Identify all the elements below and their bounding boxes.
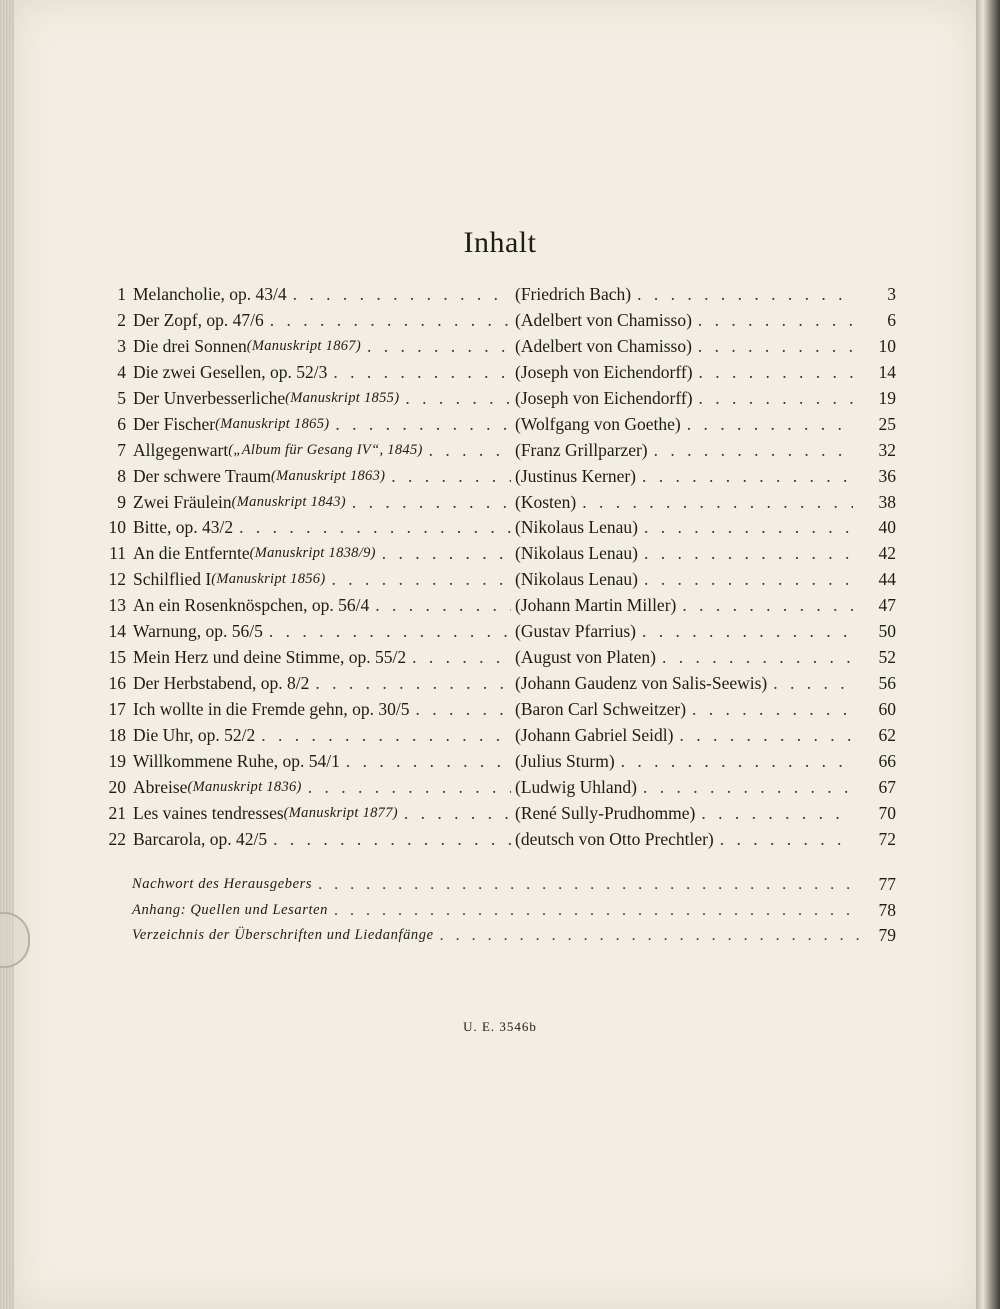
- song-title: Warnung, op. 56/5: [133, 621, 263, 642]
- poet-name: (Joseph von Eichendorff): [515, 361, 693, 382]
- page-number: 72: [878, 828, 896, 849]
- leader-dots: [767, 671, 853, 697]
- poet-name: (Franz Grillparzer): [515, 439, 648, 460]
- page-number: 52: [878, 647, 896, 668]
- page-number: 6: [887, 309, 896, 330]
- leader-dots: [406, 645, 511, 671]
- poet-cell: [515, 282, 889, 308]
- poet-cell: [515, 412, 889, 438]
- song-title-cell: [133, 645, 511, 671]
- song-title-cell: [133, 282, 511, 308]
- poet-cell: [515, 801, 889, 827]
- manuscript-note: („Album für Gesang IV“, 1845): [228, 441, 423, 458]
- leader-dots: [327, 360, 511, 386]
- song-title: Der Zopf, op. 47/6: [133, 309, 264, 330]
- song-title-cell: [133, 775, 511, 801]
- leader-dots: [714, 827, 853, 853]
- leader-dots: [692, 334, 853, 360]
- poet-name: (Adelbert von Chamisso): [515, 309, 692, 330]
- poet-name: (Baron Carl Schweitzer): [515, 699, 687, 719]
- page-number: 77: [878, 874, 896, 894]
- page-number: 56: [878, 673, 896, 694]
- page-number: 25: [878, 413, 896, 434]
- book-spine-edge: [976, 0, 1000, 1309]
- song-title: Bitte, op. 43/2: [133, 517, 234, 538]
- leader-dots: [398, 801, 511, 827]
- poet-cell: [515, 334, 889, 360]
- poet-cell: [515, 671, 889, 697]
- song-title: Melancholie, op. 43/4: [133, 284, 287, 304]
- song-title-cell: [133, 464, 511, 490]
- leader-dots: [346, 490, 511, 516]
- manuscript-note: (Manuskript 1855): [285, 389, 400, 406]
- poet-name: (Johann Gabriel Seidl): [515, 724, 674, 745]
- poet-name: (August von Platen): [515, 647, 656, 668]
- entry-number: 12: [108, 569, 126, 590]
- song-title-cell: [133, 827, 511, 853]
- song-title: Der schwere Traum: [133, 465, 272, 486]
- song-title: Les vaines tendresses: [133, 802, 284, 823]
- page-binding-edge: [0, 0, 14, 1309]
- poet-cell: [515, 515, 889, 541]
- poet-name: (Nikolaus Lenau): [515, 517, 638, 538]
- song-title-cell: [133, 619, 511, 645]
- song-title-cell: [133, 749, 511, 775]
- manuscript-note: (Manuskript 1838/9): [249, 545, 376, 562]
- poet-cell: [515, 567, 889, 593]
- song-title: Willkommene Ruhe, op. 54/1: [133, 750, 340, 771]
- page-title: Inhalt: [463, 226, 537, 259]
- toc-entry: [96, 749, 896, 775]
- song-title: An ein Rosenknöspchen, op. 56/4: [133, 595, 370, 616]
- song-title: Abreise: [133, 776, 188, 797]
- manuscript-note: (Manuskript 1836): [187, 778, 302, 795]
- leader-dots: [638, 567, 853, 593]
- toc-entry: [96, 827, 896, 853]
- leader-dots: [376, 541, 511, 567]
- toc-entry: [96, 775, 896, 801]
- song-title-cell: [133, 671, 511, 697]
- entry-number: 11: [109, 543, 126, 564]
- poet-name: (Adelbert von Chamisso): [515, 335, 692, 356]
- song-title-cell: [133, 723, 511, 749]
- page-number: 60: [878, 699, 896, 719]
- leader-dots: [264, 308, 511, 334]
- leader-dots: [369, 593, 511, 619]
- appendix-entry: [132, 923, 896, 949]
- toc-entry: [96, 593, 896, 619]
- song-title-cell: [133, 438, 511, 464]
- toc-entry: [96, 671, 896, 697]
- leader-dots: [340, 749, 511, 775]
- entry-number: 2: [117, 309, 126, 330]
- poet-cell: [515, 438, 889, 464]
- poet-name: (Joseph von Eichendorff): [515, 387, 693, 408]
- manuscript-note: (Manuskript 1856): [211, 571, 326, 588]
- leader-dots: [615, 749, 853, 775]
- song-title: Die zwei Gesellen, op. 52/3: [133, 361, 328, 382]
- leader-dots: [312, 872, 860, 898]
- song-title-cell: [133, 515, 511, 541]
- leader-dots: [656, 645, 853, 671]
- page-number: 50: [878, 621, 896, 642]
- leader-dots: [287, 282, 511, 308]
- entry-number: 19: [108, 750, 126, 771]
- poet-cell: [515, 360, 889, 386]
- song-title-cell: [133, 334, 511, 360]
- toc-entry: [96, 541, 896, 567]
- appendix-entry: [132, 898, 896, 924]
- leader-dots: [636, 464, 853, 490]
- plate-number: U. E. 3546b: [463, 1019, 537, 1034]
- leader-dots: [329, 412, 511, 438]
- page-number: 78: [878, 899, 896, 920]
- poet-name: (Friedrich Bach): [515, 284, 632, 304]
- leader-dots: [385, 464, 511, 490]
- leader-dots: [410, 697, 511, 723]
- entry-number: 4: [117, 361, 126, 382]
- leader-dots: [648, 438, 853, 464]
- entry-number: 9: [117, 491, 126, 512]
- page-number: 66: [878, 750, 896, 771]
- page-number: 3: [887, 284, 896, 304]
- toc-entry: [96, 645, 896, 671]
- appendix-entry: [132, 872, 896, 898]
- page-number: 19: [878, 387, 896, 408]
- leader-dots: [673, 723, 853, 749]
- song-title-cell: [133, 801, 511, 827]
- entry-number: 17: [108, 699, 126, 719]
- song-title: An die Entfernte: [133, 543, 250, 564]
- poet-cell: [515, 723, 889, 749]
- poet-name: (Justinus Kerner): [515, 465, 637, 486]
- poet-name: (Gustav Pfarrius): [515, 621, 637, 642]
- entry-number: 5: [117, 387, 126, 408]
- song-title-cell: [133, 593, 511, 619]
- entry-number: 1: [117, 284, 126, 304]
- toc-entry: [96, 515, 896, 541]
- leader-dots: [423, 438, 511, 464]
- entry-number: 16: [108, 673, 126, 694]
- song-title: Der Herbstabend, op. 8/2: [133, 673, 310, 694]
- song-title: Die drei Sonnen: [133, 335, 247, 356]
- entry-number: 8: [117, 465, 126, 486]
- song-title: Zwei Fräulein: [133, 491, 232, 512]
- poet-cell: [515, 593, 889, 619]
- leader-dots: [267, 827, 511, 853]
- song-title: Mein Herz und deine Stimme, op. 55/2: [133, 647, 407, 668]
- leader-dots: [693, 360, 853, 386]
- song-title-cell: [133, 541, 511, 567]
- poet-cell: [515, 827, 889, 853]
- poet-cell: [515, 541, 889, 567]
- song-title-cell: [133, 697, 511, 723]
- poet-cell: [515, 749, 889, 775]
- poet-name: (René Sully-Prudhomme): [515, 802, 696, 823]
- poet-name: (Johann Gaudenz von Salis-Seewis): [515, 673, 768, 694]
- toc-entry: [96, 619, 896, 645]
- page-number: 42: [878, 543, 896, 564]
- song-title: Barcarola, op. 42/5: [133, 828, 268, 849]
- toc-entry: [96, 723, 896, 749]
- toc-entry: [96, 334, 896, 360]
- poet-cell: [515, 775, 889, 801]
- page-number: 38: [878, 491, 896, 512]
- leader-dots: [638, 515, 853, 541]
- poet-cell: [515, 490, 889, 516]
- toc-entry: [96, 697, 896, 723]
- appendix-title: Nachwort des Herausgebers: [132, 876, 313, 892]
- poet-cell: [515, 619, 889, 645]
- page-number: 36: [878, 465, 896, 486]
- leader-dots: [636, 619, 853, 645]
- leader-dots: [263, 619, 511, 645]
- entry-number: 15: [108, 647, 126, 668]
- toc-entry: [96, 360, 896, 386]
- toc-entry: [96, 282, 896, 308]
- leader-dots: [576, 490, 853, 516]
- entry-number: 3: [117, 335, 126, 356]
- poet-cell: [515, 386, 889, 412]
- poet-name: (deutsch von Otto Prechtler): [515, 828, 714, 849]
- poet-cell: [515, 645, 889, 671]
- manuscript-note: (Manuskript 1877): [283, 804, 398, 821]
- leader-dots: [326, 567, 512, 593]
- manuscript-note: (Manuskript 1865): [215, 415, 330, 432]
- entry-number: 21: [108, 802, 126, 823]
- toc-entry: [96, 801, 896, 827]
- leader-dots: [255, 723, 511, 749]
- table-of-contents: [96, 282, 896, 853]
- entry-number: 7: [117, 439, 126, 460]
- toc-entry: [96, 308, 896, 334]
- song-title: Allgegenwart: [133, 439, 229, 460]
- poet-name: (Julius Sturm): [515, 750, 615, 771]
- song-title: Die Uhr, op. 52/2: [133, 724, 256, 745]
- song-title: Der Unverbesserliche: [133, 387, 286, 408]
- page-number: 32: [878, 439, 896, 460]
- poet-cell: [515, 308, 889, 334]
- leader-dots: [309, 671, 511, 697]
- leader-dots: [361, 334, 511, 360]
- page-number: 62: [878, 724, 896, 745]
- manuscript-note: (Manuskript 1863): [271, 467, 386, 484]
- poet-cell: [515, 464, 889, 490]
- entry-number: 22: [108, 828, 126, 849]
- page-number: 14: [878, 361, 896, 382]
- appendix-title: Anhang: Quellen und Lesarten: [132, 901, 329, 918]
- leader-dots: [693, 386, 853, 412]
- toc-entry: [96, 490, 896, 516]
- leader-dots: [695, 801, 853, 827]
- page-number: 67: [878, 776, 896, 797]
- page-number: 10: [878, 335, 896, 356]
- manuscript-note: (Manuskript 1867): [246, 337, 361, 354]
- toc-entry: [96, 412, 896, 438]
- song-title-cell: [133, 386, 511, 412]
- song-title: Der Fischer: [133, 413, 216, 434]
- toc-entry: [96, 386, 896, 412]
- song-title-cell: [133, 412, 511, 438]
- poet-name: (Kosten): [515, 491, 577, 512]
- leader-dots: [434, 923, 860, 949]
- leader-dots: [328, 898, 860, 924]
- leader-dots: [399, 386, 511, 412]
- entry-number: 18: [108, 724, 126, 745]
- song-title-cell: [133, 567, 511, 593]
- leader-dots: [638, 541, 853, 567]
- poet-name: (Johann Martin Miller): [515, 595, 677, 616]
- page-number: 47: [878, 595, 896, 616]
- poet-name: (Nikolaus Lenau): [515, 569, 638, 590]
- song-title: Schilflied I: [133, 569, 212, 590]
- poet-name: (Nikolaus Lenau): [515, 543, 638, 564]
- page-number: 44: [878, 569, 896, 590]
- manuscript-note: (Manuskript 1843): [231, 493, 346, 510]
- page-number: 40: [878, 517, 896, 538]
- leader-dots: [302, 775, 511, 801]
- song-title: Ich wollte in die Fremde gehn, op. 30/5: [133, 699, 410, 719]
- toc-entry: [96, 438, 896, 464]
- poet-name: (Ludwig Uhland): [515, 776, 637, 797]
- entry-number: 14: [108, 621, 126, 642]
- leader-dots: [637, 775, 853, 801]
- toc-entry: [96, 567, 896, 593]
- entry-number: 20: [108, 776, 126, 797]
- leader-dots: [676, 593, 853, 619]
- leader-dots: [692, 308, 853, 334]
- leader-dots: [686, 697, 853, 723]
- leader-dots: [631, 282, 853, 308]
- poet-name: (Wolfgang von Goethe): [515, 413, 681, 434]
- entry-number: 13: [108, 595, 126, 616]
- page-number: 70: [878, 802, 896, 823]
- leader-dots: [233, 515, 511, 541]
- entry-number: 10: [108, 517, 126, 538]
- toc-entry: [96, 464, 896, 490]
- appendix-list: [132, 872, 896, 949]
- poet-cell: [515, 697, 889, 723]
- entry-number: 6: [117, 413, 126, 434]
- song-title-cell: [133, 490, 511, 516]
- page-number: 79: [878, 925, 896, 945]
- song-title-cell: [133, 308, 511, 334]
- leader-dots: [681, 412, 853, 438]
- song-title-cell: [133, 360, 511, 386]
- appendix-title: Verzeichnis der Überschriften und Liedanfänge: [132, 927, 434, 943]
